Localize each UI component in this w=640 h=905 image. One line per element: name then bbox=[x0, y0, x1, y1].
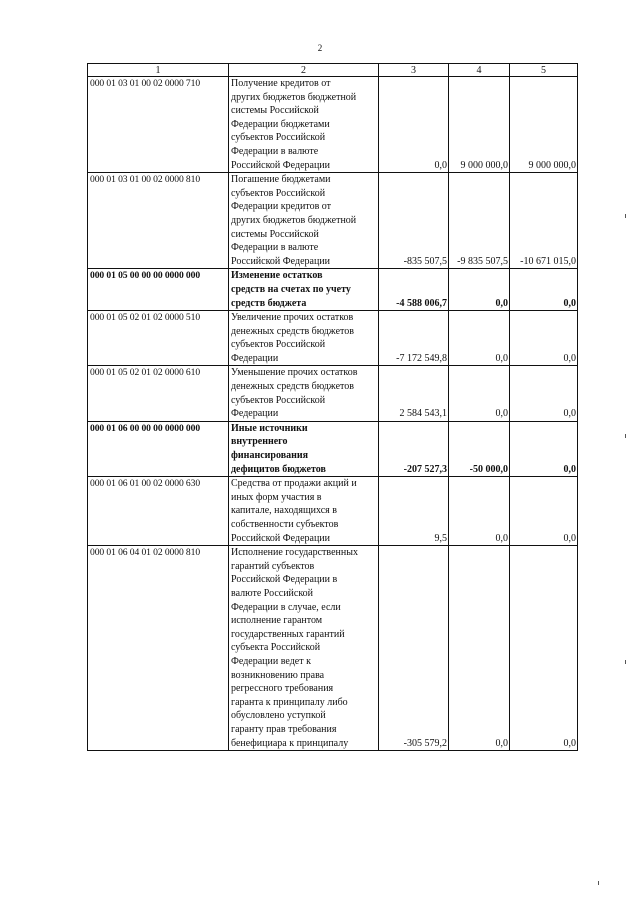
source-name-line: бенефициара к принципалу bbox=[231, 737, 349, 749]
source-name-line: средств на счетах по учету bbox=[231, 283, 351, 295]
source-name-line: Российской Федерации bbox=[231, 532, 331, 544]
source-name-line: Российской Федерации в bbox=[231, 574, 338, 586]
page-number: 2 bbox=[317, 43, 323, 53]
amount-column-5: 0,0 bbox=[510, 421, 578, 476]
source-name-line: Получение кредитов от bbox=[231, 78, 331, 89]
source-name-line: гаранту прав требования bbox=[231, 723, 337, 735]
source-name bbox=[229, 269, 379, 311]
budget-classification-code: 000 01 06 00 00 00 0000 000 bbox=[88, 421, 229, 476]
table-row bbox=[88, 366, 578, 421]
amount-column-5: 9 000 000,0 bbox=[510, 77, 578, 173]
table-body bbox=[88, 64, 578, 751]
source-name-line: средств бюджета bbox=[231, 297, 307, 309]
source-name-line: Погашение бюджетами bbox=[231, 174, 331, 186]
column-header-3: 3 bbox=[379, 64, 449, 77]
source-name-line: других бюджетов бюджетной bbox=[231, 91, 357, 103]
amount-column-3: -4 588 006,7 bbox=[379, 269, 449, 311]
amount-column-3: 9,5 bbox=[379, 477, 449, 546]
source-name-line: собственности субъектов bbox=[231, 519, 339, 530]
source-name bbox=[229, 421, 379, 476]
table-row bbox=[88, 269, 578, 311]
source-name-line: дефицитов бюджетов bbox=[231, 463, 326, 475]
source-name-line: иных форм участия в bbox=[231, 491, 322, 503]
amount-column-5: 0,0 bbox=[510, 546, 578, 751]
source-name-line: Федерации в валюте bbox=[231, 145, 319, 157]
source-name-line: возникновению права bbox=[231, 669, 325, 681]
source-name-line: субъектов Российской bbox=[231, 339, 326, 351]
source-name-line: Федерации bbox=[231, 408, 279, 420]
source-name-line: субъектов Российской bbox=[231, 132, 326, 144]
source-name-line: Федерации бюджетами bbox=[231, 118, 330, 130]
source-name-line: Федерации кредитов от bbox=[231, 201, 332, 213]
amount-column-5: 0,0 bbox=[510, 269, 578, 311]
amount-column-5: 0,0 bbox=[510, 311, 578, 366]
source-name-line: государственных гарантий bbox=[231, 628, 345, 640]
column-header-2: 2 bbox=[229, 64, 379, 77]
source-name-line: субъектов Российской bbox=[231, 394, 326, 406]
source-name-line: денежных средств бюджетов bbox=[231, 325, 354, 337]
column-number-row bbox=[88, 64, 578, 77]
amount-column-5: 0,0 bbox=[510, 477, 578, 546]
amount-column-4: 0,0 bbox=[449, 366, 510, 421]
amount-column-4: 9 000 000,0 bbox=[449, 77, 510, 173]
source-name-line: Уменьшение прочих остатков bbox=[231, 367, 358, 379]
table-row bbox=[88, 311, 578, 366]
column-header-5: 5 bbox=[510, 64, 578, 77]
amount-column-5: 0,0 bbox=[510, 366, 578, 421]
scan-edge-mark bbox=[598, 881, 599, 885]
source-name bbox=[229, 366, 379, 421]
amount-column-4: 0,0 bbox=[449, 311, 510, 366]
source-name-line: Иные источники bbox=[231, 422, 308, 434]
source-name bbox=[229, 477, 379, 546]
amount-column-5: -10 671 015,0 bbox=[510, 173, 578, 269]
source-name-line: Федерации ведет к bbox=[231, 655, 311, 667]
amount-column-4: -50 000,0 bbox=[449, 421, 510, 476]
source-name-line: Федерации bbox=[231, 352, 279, 364]
table-row bbox=[88, 477, 578, 546]
source-name-line: системы Российской bbox=[231, 105, 319, 117]
source-name-line: исполнение гарантом bbox=[231, 615, 323, 627]
amount-column-4: -9 835 507,5 bbox=[449, 173, 510, 269]
source-name bbox=[229, 311, 379, 366]
amount-column-3: 2 584 543,1 bbox=[379, 366, 449, 421]
source-name-line: Федерации в валюте bbox=[231, 242, 319, 254]
amount-column-4: 0,0 bbox=[449, 546, 510, 751]
amount-column-3: 0,0 bbox=[379, 77, 449, 173]
scan-edge-mark bbox=[625, 434, 626, 438]
amount-column-3: -7 172 549,8 bbox=[379, 311, 449, 366]
source-name-line: Средства от продажи акций и bbox=[231, 478, 357, 490]
source-name-line: субъекта Российской bbox=[231, 642, 321, 654]
source-name-line: внутреннего bbox=[231, 436, 288, 448]
table-row bbox=[88, 173, 578, 269]
source-name-line: финансирования bbox=[231, 450, 309, 462]
source-name-line: обусловлено уступкой bbox=[231, 710, 326, 722]
source-name-line: Российской Федерации bbox=[231, 255, 331, 267]
budget-sources-table bbox=[87, 63, 578, 751]
source-name-line: валюте Российской bbox=[231, 587, 314, 599]
amount-column-4: 0,0 bbox=[449, 477, 510, 546]
source-name-line: Российской Федерации bbox=[231, 159, 331, 171]
amount-column-3: -305 579,2 bbox=[379, 546, 449, 751]
budget-classification-code: 000 01 06 01 00 02 0000 630 bbox=[88, 477, 229, 546]
table-row bbox=[88, 546, 578, 751]
source-name-line: Федерации в случае, если bbox=[231, 601, 341, 613]
source-name-line: Исполнение государственных bbox=[231, 547, 358, 559]
column-header-1: 1 bbox=[88, 64, 229, 77]
budget-classification-code: 000 01 06 04 01 02 0000 810 bbox=[88, 546, 229, 751]
table-row bbox=[88, 77, 578, 173]
budget-classification-code: 000 01 05 02 01 02 0000 610 bbox=[88, 366, 229, 421]
column-header-4: 4 bbox=[449, 64, 510, 77]
budget-classification-code: 000 01 05 02 01 02 0000 510 bbox=[88, 311, 229, 366]
budget-classification-code: 000 01 05 00 00 00 0000 000 bbox=[88, 269, 229, 311]
source-name-line: гарантий субъектов bbox=[231, 560, 315, 572]
scan-edge-mark bbox=[625, 214, 626, 218]
source-name-line: системы Российской bbox=[231, 228, 319, 240]
table-row bbox=[88, 421, 578, 476]
scan-edge-mark bbox=[625, 660, 626, 664]
source-name-line: капитале, находящихся в bbox=[231, 505, 337, 517]
source-name-line: Увеличение прочих остатков bbox=[231, 312, 354, 324]
source-name bbox=[229, 77, 379, 173]
source-name-line: гаранта к принципалу либо bbox=[231, 696, 348, 708]
budget-classification-code: 000 01 03 01 00 02 0000 810 bbox=[88, 173, 229, 269]
source-name-line: других бюджетов бюджетной bbox=[231, 214, 357, 226]
source-name bbox=[229, 173, 379, 269]
source-name-line: Изменение остатков bbox=[231, 270, 323, 282]
source-name-line: регрессного требования bbox=[231, 683, 334, 695]
amount-column-3: -207 527,3 bbox=[379, 421, 449, 476]
source-name-line: субъектов Российской bbox=[231, 187, 326, 199]
budget-classification-code: 000 01 03 01 00 02 0000 710 bbox=[88, 77, 229, 173]
source-name-line: денежных средств бюджетов bbox=[231, 381, 354, 393]
amount-column-3: -835 507,5 bbox=[379, 173, 449, 269]
source-name bbox=[229, 546, 379, 751]
amount-column-4: 0,0 bbox=[449, 269, 510, 311]
